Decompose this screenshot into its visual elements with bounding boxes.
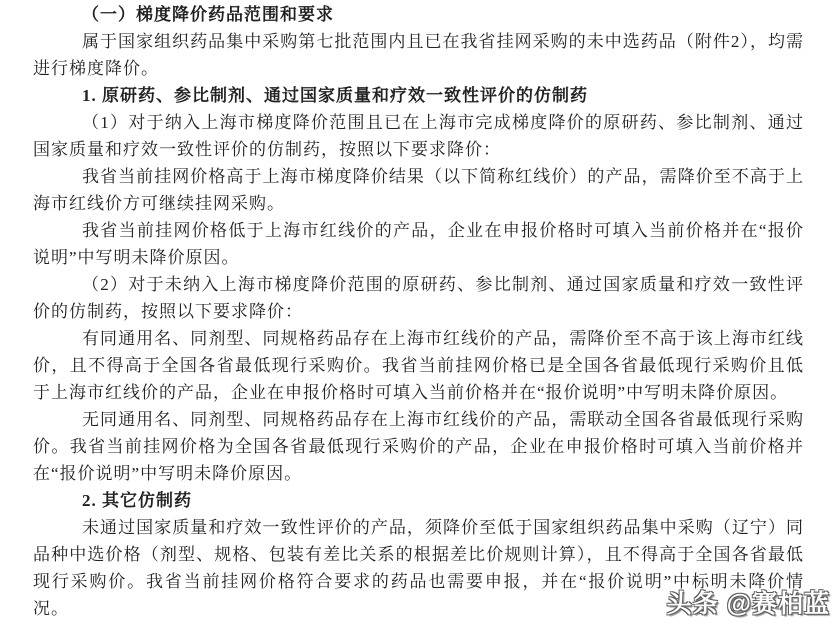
watermark: 头条 @赛柏蓝 (666, 590, 830, 618)
paragraph: 我省当前挂网价格低于上海市红线价的产品，企业在申报价格时可填入当前价格并在“报价说明”中写明未降价原因。 (33, 221, 804, 267)
paragraph: 属于国家组织药品集中采购第七批范围内且已在我省挂网采购的未中选药品（附件2），均需进行梯度降价。 (33, 32, 804, 78)
paragraph: 未通过国家质量和疗效一致性评价的产品，须降价至低于国家组织药品集中采购（辽宁）同品种中选价格（剂型、规格、包装有差比关系的根据差比价规则计算），且不得高于全国各省最低现行采购价。我省当前挂网价格符合要求的药品也需要申报，并在“报价说明”中标明未降价情况。 (33, 518, 804, 618)
section-heading: 2. 其它仿制药 (82, 491, 192, 510)
paragraph: （1）对于纳入上海市梯度降价范围且已在上海市完成梯度降价的原研药、参比制剂、通过国家质量和疗效一致性评价的仿制药，按照以下要求降价： (33, 113, 804, 159)
paragraph: 我省当前挂网价格高于上海市梯度降价结果（以下简称红线价）的产品，需降价至不高于上海市红线价方可继续挂网采购。 (33, 167, 804, 213)
section-heading: 1. 原研药、参比制剂、通过国家质量和疗效一致性评价的仿制药 (82, 86, 588, 105)
section-heading: （一）梯度降价药品范围和要求 (82, 5, 334, 24)
paragraph: 无同通用名、同剂型、同规格药品存在上海市红线价的产品，需联动全国各省最低现行采购价。我省当前挂网价格为全国各省最低现行采购价的产品，企业在申报价格时可填入当前价格并在“报价说明”中写明未降价原因。 (33, 410, 804, 483)
paragraph: （2）对于未纳入上海市梯度降价范围的原研药、参比制剂、通过国家质量和疗效一致性评价的仿制药，按照以下要求降价： (33, 275, 804, 321)
paragraph: 有同通用名、同剂型、同规格药品存在上海市红线价的产品，需降价至不高于该上海市红线价，且不得高于全国各省最低现行采购价。我省当前挂网价格已是全国各省最低现行采购价且低于上海市红线价的产品，企业在申报价格时可填入当前价格并在“报价说明”中写明未降价原因。 (33, 329, 804, 402)
document-body (33, 1, 804, 622)
